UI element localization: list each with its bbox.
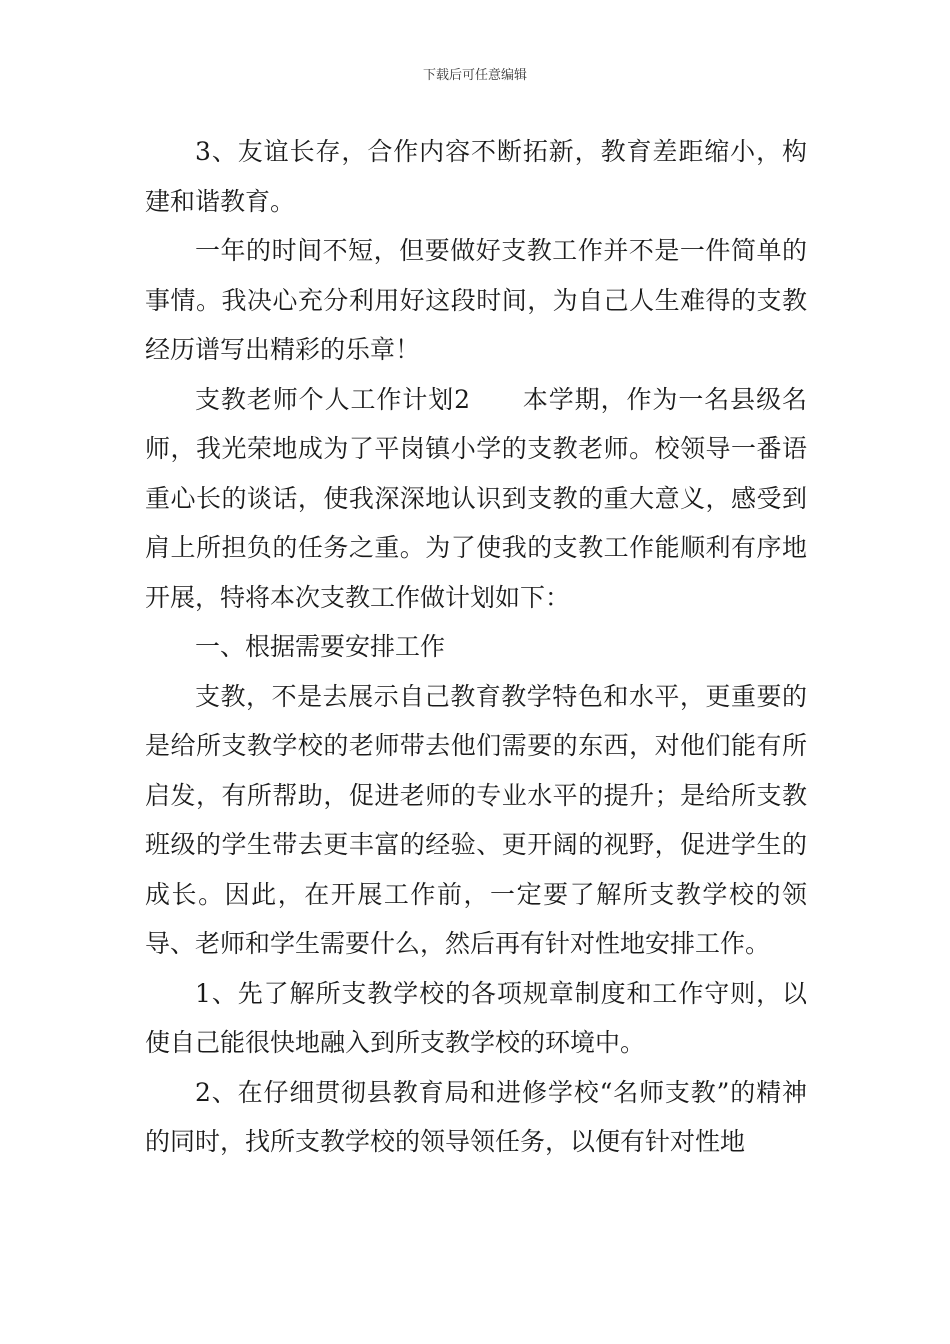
paragraph-1: 3、友谊长存，合作内容不断拓新，教育差距缩小，构建和谐教育。 xyxy=(145,137,807,216)
paragraph-2: 一年的时间不短，但要做好支教工作并不是一件简单的事情。我决心充分利用好这段时间，为自己人生难得的支教经历谱写出精彩的乐章！ xyxy=(145,236,807,364)
paragraph-3: 支教老师个人工作计划2 本学期，作为一名县级名师，我光荣地成为了平岗镇小学的支教老师。校领导一番语重心长的谈话，使我深深地认识到支教的重大意义，感受到肩上所担负的任务之重。为了使我的支教工作能顺利有序地开展，特将本次支教工作做计划如下： xyxy=(145,384,807,612)
paragraph-6: 1、先了解所支教学校的各项规章制度和工作守则，以使自己能很快地融入到所支教学校的环境中。 xyxy=(145,978,807,1057)
page-header-note: 下载后可任意编辑 xyxy=(422,68,527,83)
document-body xyxy=(145,127,807,1167)
paragraph-5: 支教，不是去展示自己教育教学特色和水平，更重要的是给所支教学校的老师带去他们需要的东西，对他们能有所启发，有所帮助，促进老师的专业水平的提升；是给所支教班级的学生带去更丰富的经验、更开阔的视野，促进学生的成长。因此，在开展工作前，一定要了解所支教学校的领导、老师和学生需要什么，然后再有针对性地安排工作。 xyxy=(145,681,807,958)
section-heading-1: 一、根据需要安排工作 xyxy=(195,632,446,661)
paragraph-7: 2、在仔细贯彻县教育局和进修学校“名师支教”的精神的同时，找所支教学校的领导领任务，以便有针对性地 xyxy=(145,1077,807,1156)
